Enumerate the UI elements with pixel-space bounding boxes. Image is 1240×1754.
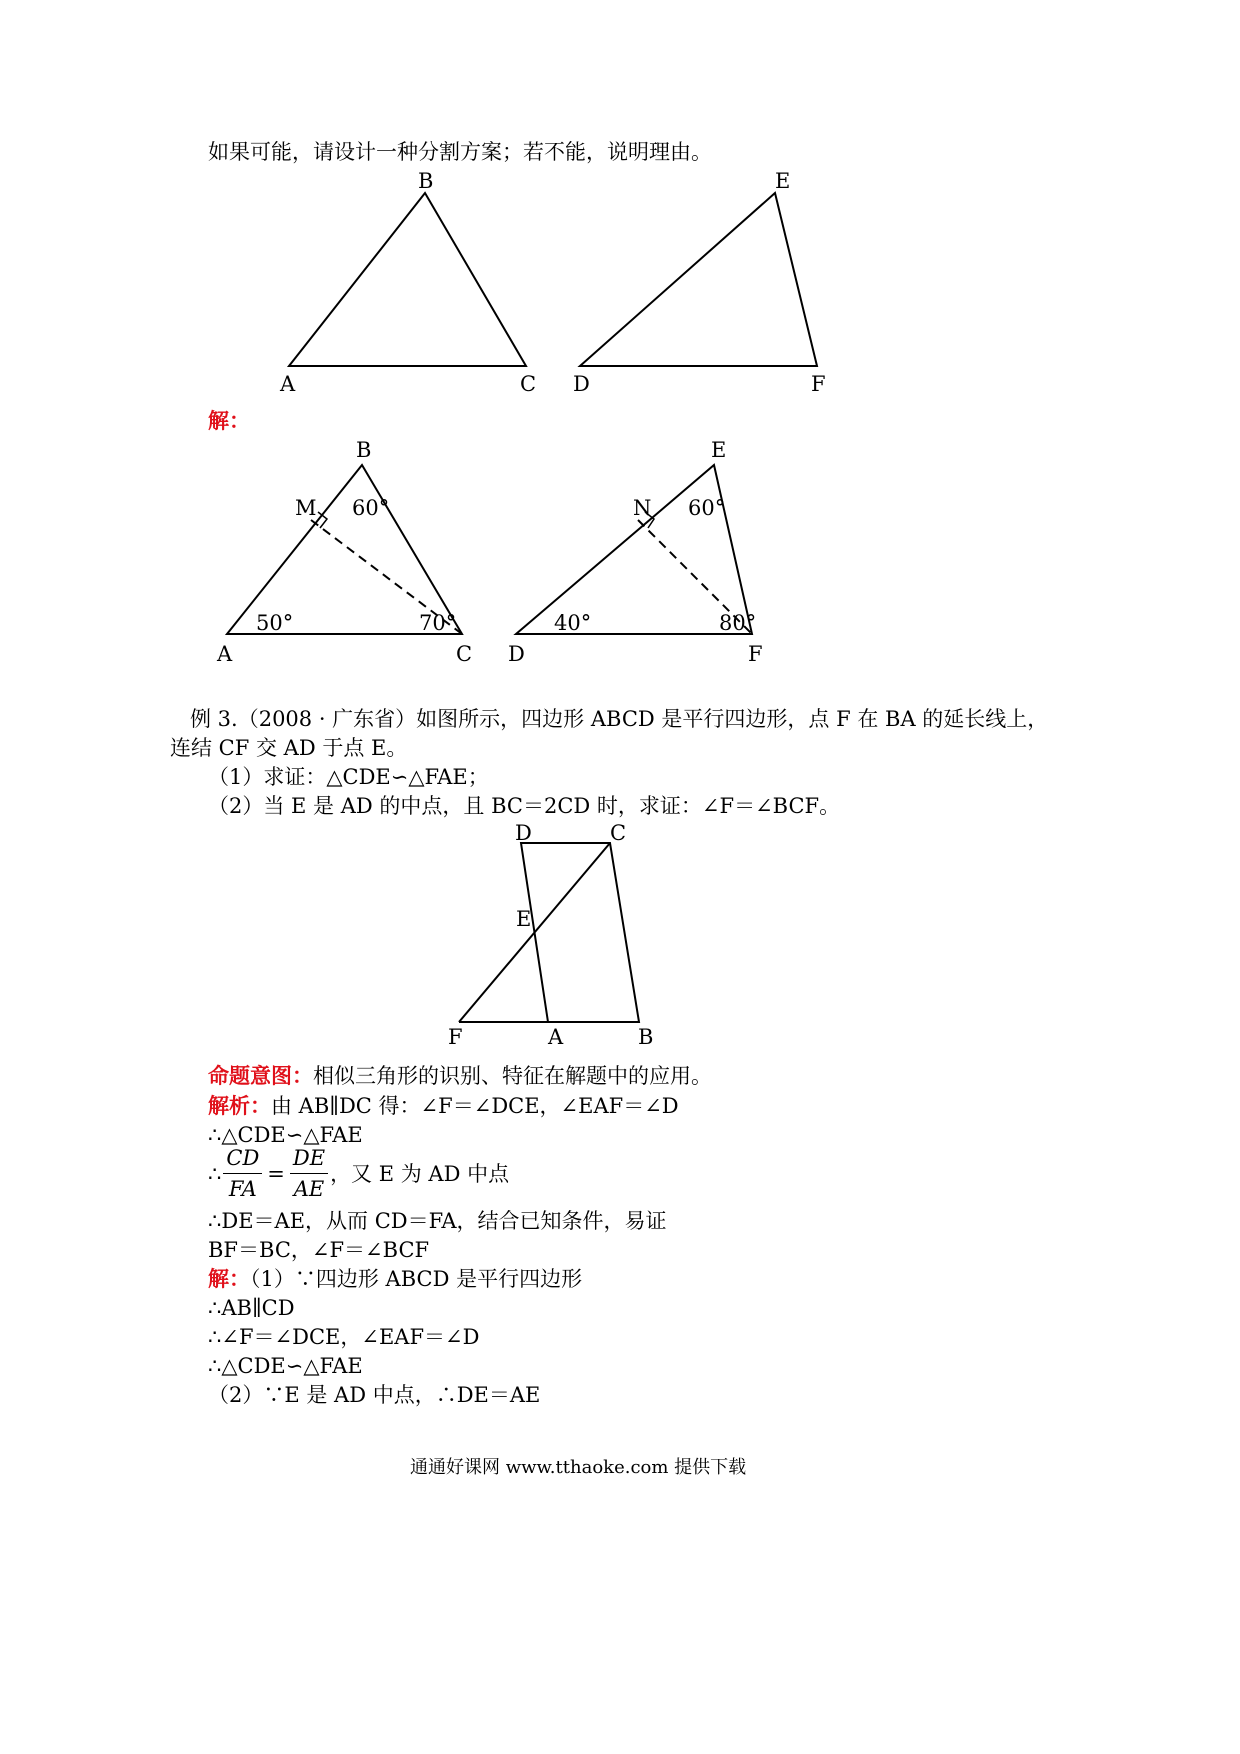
solution-line4: ∴△CDE∽△FAE (208, 1354, 363, 1378)
label-c2: C (456, 642, 473, 666)
label-c3: C (610, 821, 627, 845)
analysis-line1 (208, 1093, 679, 1119)
example3-line1: 例 3.（2008 · 广东省）如图所示，四边形 ABCD 是平行四边形，点 F 在 BA 的延长线上， (190, 707, 1049, 731)
angle-e-label: 60° (688, 496, 726, 520)
triangle-abc-divided (227, 465, 462, 634)
equals-sign: = (267, 1161, 285, 1186)
angle-d-label: 40° (554, 611, 592, 635)
solution-line2: ∴AB∥CD (208, 1296, 295, 1320)
solution-text1: （1）∵四边形 ABCD 是平行四边形 (250, 1267, 583, 1291)
analysis-line5: BF＝BC，∠F＝∠BCF (208, 1238, 430, 1262)
label-d3: D (515, 821, 532, 845)
intent-text: 相似三角形的识别、特征在解题中的应用。 (313, 1064, 712, 1088)
triangle-abc (289, 193, 526, 366)
label-f3: F (448, 1025, 463, 1049)
fraction-denominator: FA (228, 1177, 257, 1201)
label-e3: E (516, 907, 532, 931)
example3-line2: 连结 CF 交 AD 于点 E。 (170, 736, 408, 760)
fraction-de-ae (290, 1143, 328, 1204)
label-e: E (775, 169, 791, 193)
problem-tail-text: 如果可能，请设计一种分割方案；若不能，说明理由。 (208, 140, 712, 164)
label-d2: D (508, 642, 525, 666)
example3-question1: （1）求证：△CDE∽△FAE； (208, 765, 489, 789)
label-a2: A (217, 642, 233, 666)
page-footer: 通通好课网 www.tthaoke.com 提供下载 (410, 1457, 747, 1478)
analysis-line4: ∴DE＝AE，从而 CD＝FA，结合已知条件，易证 (208, 1209, 667, 1233)
analysis-line3-suffix: ，又 E 为 AD 中点 (330, 1161, 510, 1186)
label-e2: E (711, 438, 727, 462)
intent-line (208, 1063, 712, 1089)
label-n: N (633, 496, 652, 520)
solution-line1 (208, 1266, 582, 1292)
solution-line3: ∴∠F＝∠DCE，∠EAF＝∠D (208, 1325, 480, 1349)
label-a3: A (548, 1025, 564, 1049)
analysis-line3 (208, 1143, 509, 1204)
label-a: A (280, 372, 296, 396)
fraction-numerator: CD (223, 1143, 262, 1174)
parallelogram-abcd (521, 843, 639, 1022)
angle-f-label: 80° (719, 611, 757, 635)
label-d: D (573, 372, 590, 396)
triangle-def-divided (516, 465, 752, 634)
fraction-denominator: AE (293, 1177, 325, 1201)
label-f: F (811, 372, 826, 396)
analysis-label: 解析： (208, 1093, 271, 1118)
label-f2: F (748, 642, 763, 666)
right-angle-mark-m (318, 512, 327, 528)
label-m: M (295, 496, 317, 520)
solution2-label: 解： (208, 1266, 250, 1291)
analysis-text: 由 AB∥DC 得：∠F＝∠DCE，∠EAF＝∠D (271, 1094, 679, 1118)
label-b2: B (356, 438, 372, 462)
fraction-cd-fa (223, 1143, 262, 1204)
label-b3: B (638, 1025, 654, 1049)
angle-c-label: 70° (419, 611, 457, 635)
solution-line5: （2）∵E 是 AD 中点，∴DE＝AE (208, 1383, 541, 1407)
fraction-numerator: DE (290, 1143, 328, 1174)
angle-b-label: 60° (352, 496, 390, 520)
label-b: B (418, 169, 434, 193)
triangle-def (580, 193, 817, 366)
angle-a-label: 50° (256, 611, 294, 635)
label-c: C (520, 372, 537, 396)
solution-label: 解： (208, 408, 250, 433)
example3-question2: （2）当 E 是 AD 的中点，且 BC＝2CD 时，求证：∠F＝∠BCF。 (208, 794, 841, 818)
therefore-symbol: ∴ (208, 1161, 222, 1186)
intent-label: 命题意图： (208, 1063, 313, 1088)
segment-fc (459, 843, 610, 1022)
analysis-line2: ∴△CDE∽△FAE (208, 1123, 363, 1147)
